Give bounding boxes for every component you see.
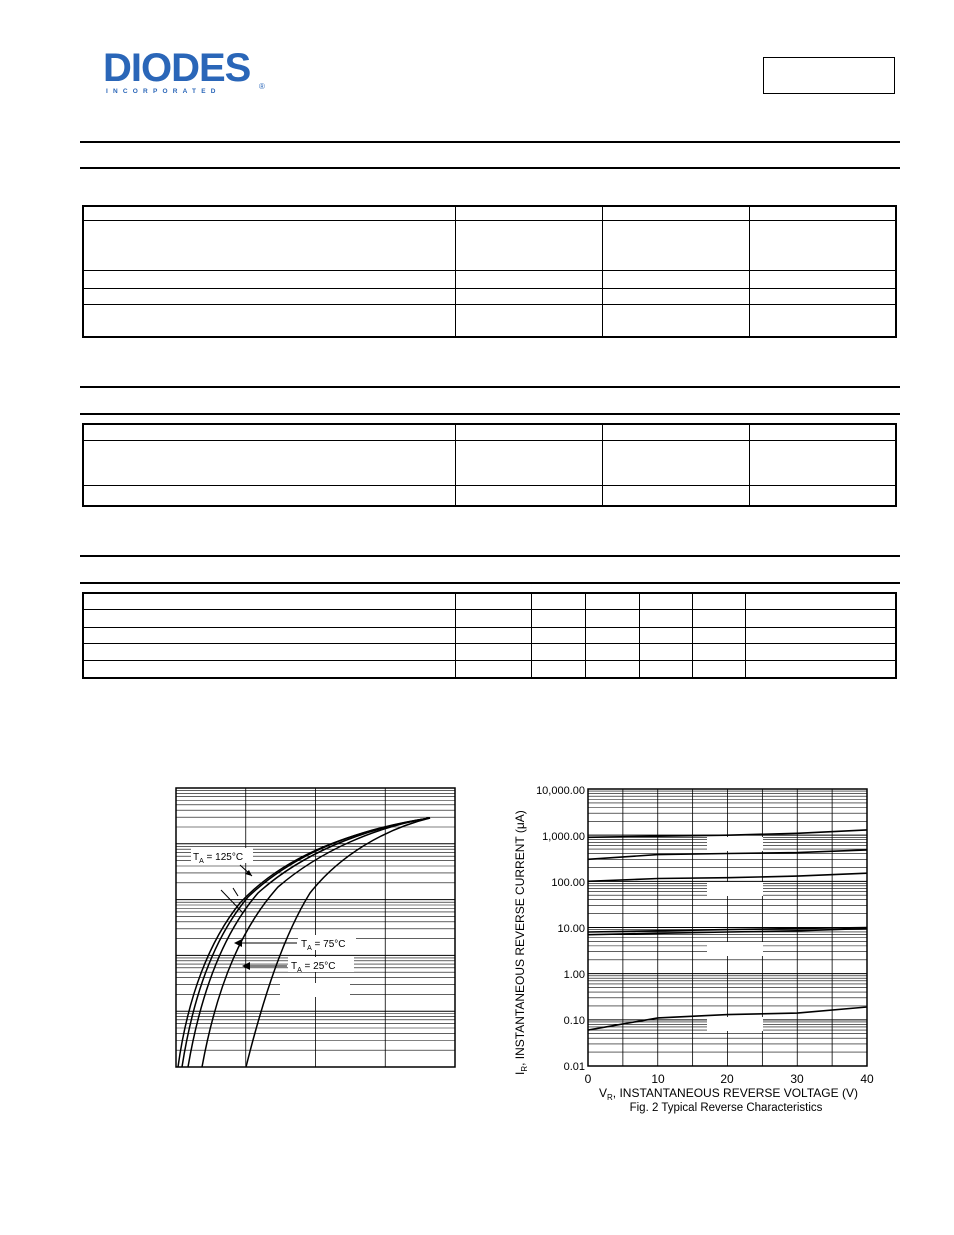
table-ratings	[82, 205, 897, 338]
company-logo: DIODES	[103, 46, 251, 90]
part-number-box	[763, 57, 895, 94]
table-thermal	[82, 423, 897, 507]
section-rule-top	[80, 555, 900, 557]
fig2-reverse-chart	[505, 775, 885, 1125]
section-rule-top	[80, 386, 900, 388]
fig1-grid	[176, 788, 455, 1067]
section-rule-bottom	[80, 582, 900, 584]
fig1-label-125: $T_A = 125^\circ C$	[193, 852, 244, 865]
fig2-y-tick: 100.00	[551, 877, 585, 889]
section-rule-top	[80, 141, 900, 143]
fig2-x-tick: 0	[584, 1072, 592, 1086]
fig2-x-tick-labels	[585, 1072, 874, 1086]
company-tagline: INCORPORATED	[106, 88, 221, 95]
fig2-x-tick: 40	[860, 1072, 874, 1086]
fig1-label-75: $T_A = 75^\circ C$	[301, 939, 346, 952]
table-electrical	[82, 592, 897, 679]
fig2-y-axis-label: $I_R$, INSTANTANEOUS REVERSE CURRENT (μA)	[513, 810, 529, 1075]
fig2-y-tick-labels	[536, 785, 585, 1073]
fig1-label-blank	[280, 983, 350, 997]
fig1-arrowhead-75	[234, 939, 242, 947]
fig2-y-tick: 10,000.00	[536, 785, 585, 797]
fig2-y-tick: 1.00	[563, 969, 585, 981]
fig2-label-blank	[707, 1017, 763, 1031]
registered-mark: ®	[259, 82, 265, 91]
fig1-marker-line	[233, 888, 238, 896]
fig2-x-tick: 10	[651, 1072, 665, 1086]
fig2-x-axis-label: $V_R$, INSTANTANEOUS REVERSE VOLTAGE (V)	[599, 1086, 858, 1102]
fig2-y-tick: 1,000.00	[542, 831, 585, 843]
fig2-x-tick: 20	[720, 1072, 734, 1086]
fig2-x-tick: 30	[790, 1072, 804, 1086]
fig2-label-blank	[707, 942, 763, 956]
fig2-y-tick: 10.00	[557, 923, 585, 935]
fig1-marker-line	[221, 890, 243, 913]
fig2-caption: Fig. 2 Typical Reverse Characteristics	[629, 1102, 823, 1114]
fig2-label-blank	[707, 837, 763, 851]
section-rule-bottom	[80, 413, 900, 415]
fig2-label-blank	[707, 882, 763, 896]
fig2-y-tick: 0.01	[563, 1061, 585, 1073]
fig2-label-masks	[707, 837, 763, 1031]
section-rule-bottom	[80, 167, 900, 169]
fig1-forward-chart	[160, 775, 470, 1075]
fig2-y-tick: 0.10	[563, 1015, 585, 1027]
fig1-label-25: $T_A = 25^\circ C$	[291, 961, 336, 974]
